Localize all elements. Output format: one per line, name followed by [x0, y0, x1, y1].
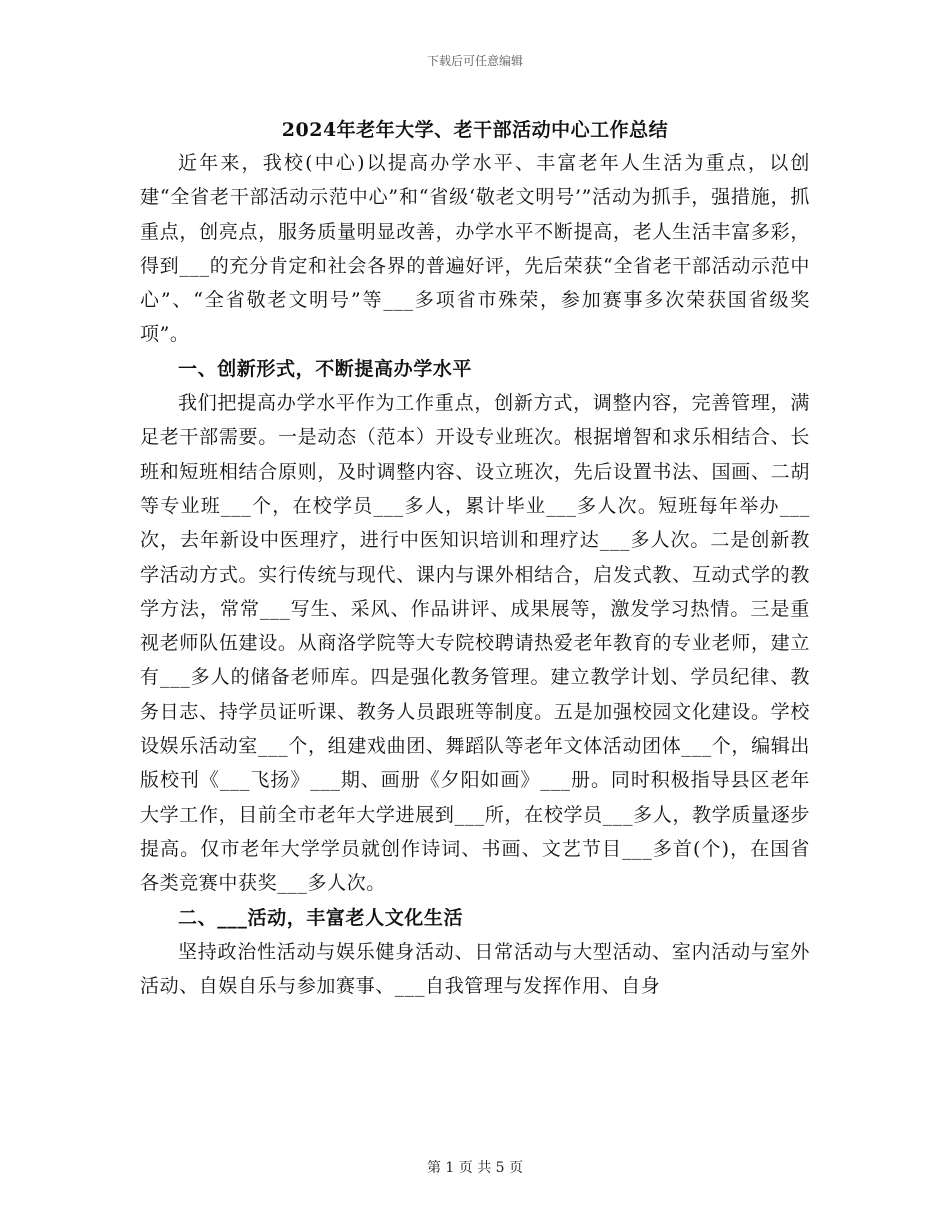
document-body — [140, 146, 810, 1003]
header-note: 下载后可任意编辑 — [426, 54, 523, 68]
section-1-paragraph: 我们把提高办学水平作为工作重点，创新方式，调整内容，完善管理，满足老干部需要。一是动态（范本）开设专业班次。根据增智和求乐相结合、长班和短班相结合原则，及时调整内容、设立班次，先后设置书法、国画、二胡等专业班___个，在校学员___多人，累计毕业___多人次。短班每年举办___次，去年新设中医理疗，进行中医知识培训和理疗达___多人次。二是创新教学活动方式。实行传统与现代、课内与课外相结合，启发式教、互动式学的教学方法，常常___写生、采风、作品讲评、成果展等，激发学习热情。三是重视老师队伍建设。从商洛学院等大专院校聘请热爱老年教育的专业老师，建立有___多人的储备老师库。四是强化教务管理。建立教学计划、学员纪律、教务日志、持学员证听课、教务人员跟班等制度。五是加强校园文化建设。学校设娱乐活动室___个，组建戏曲团、舞蹈队等老年文体活动团体___个，编辑出版校刊《___飞扬》___期、画册《夕阳如画》___册。同时积极指导县区老年大学工作，目前全市老年大学进展到___所，在校学员___多人，教学质量逐步提高。仅市老年大学学员就创作诗词、书画、文艺节目___多首(个)，在国省各类竞赛中获奖___多人次。 — [140, 392, 810, 895]
page-number-footer: 第 1 页 共 5 页 — [426, 1160, 524, 1176]
section-2-paragraph: 坚持政治性活动与娱乐健身活动、日常活动与大型活动、室内活动与室外活动、自娱自乐与参加赛事、___自我管理与发挥作用、自身 — [140, 940, 810, 998]
section-1-heading: 一、创新形式，不断提高办学水平 — [178, 357, 473, 380]
document-title: 2024年老年大学、老干部活动中心工作总结 — [281, 119, 669, 141]
section-2-heading: 二、___活动，丰富老人文化生活 — [178, 906, 464, 929]
intro-paragraph: 近年来，我校(中心)以提高办学水平、丰富老年人生活为重点，以创建“全省老干部活动示范中心”和“省级‘敬老文明号’”活动为抓手，强措施，抓重点，创亮点，服务质量明显改善，办学水平不断提高，老人生活丰富多彩，得到___的充分肯定和社会各界的普遍好评，先后荣获“全省老干部活动示范中心”、“全省敬老文明号”等___多项省市殊荣，参加赛事多次荣获国省级奖项”。 — [140, 152, 810, 346]
